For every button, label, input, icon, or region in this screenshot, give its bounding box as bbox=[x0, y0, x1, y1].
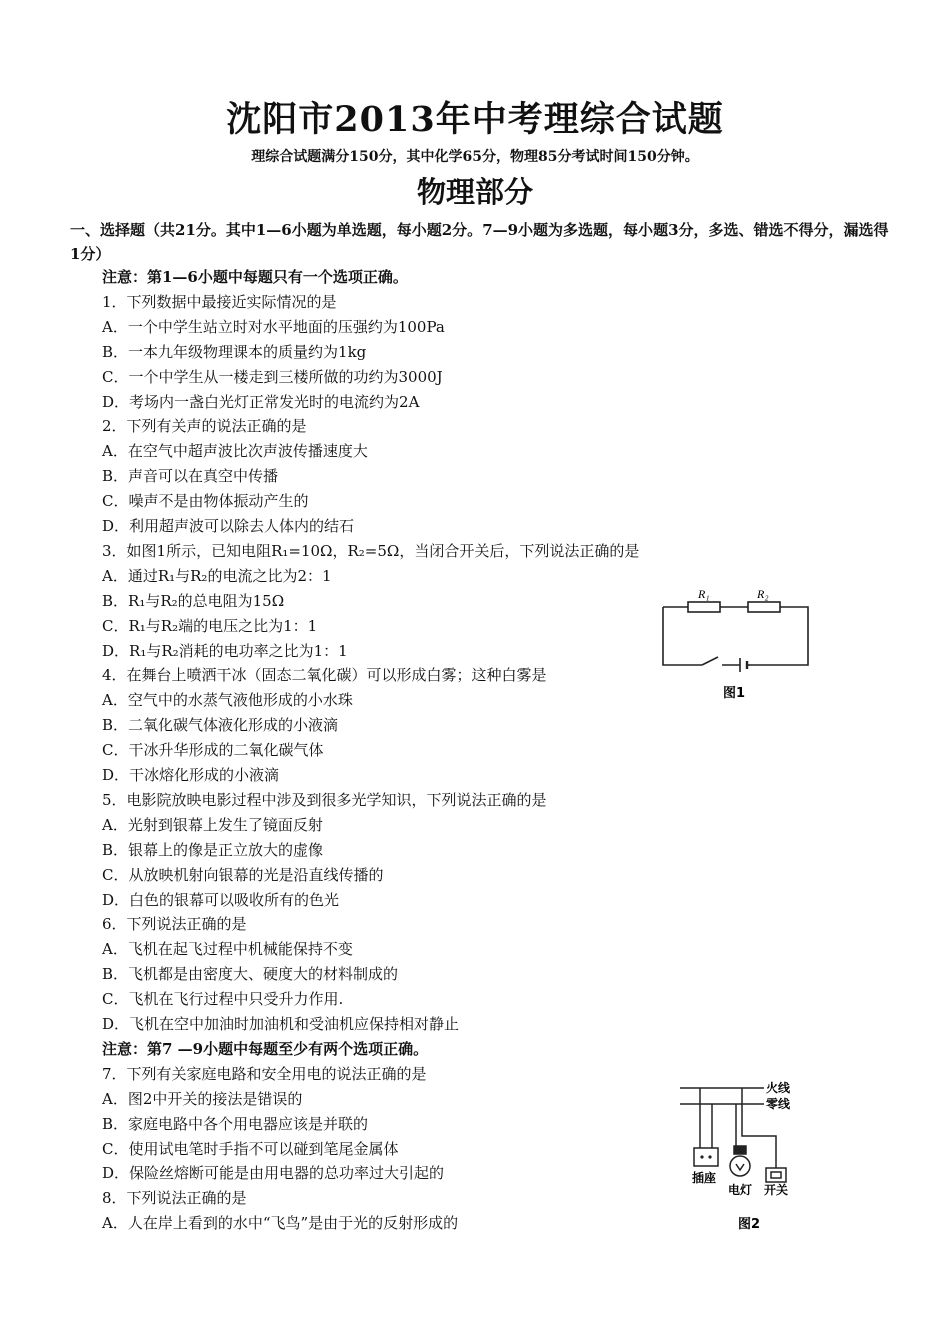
question-line: A．飞机在起飞过程中机械能保持不变 bbox=[102, 940, 353, 959]
question-line: 3．如图1所示，已知电阻R₁=10Ω，R₂=5Ω，当闭合开关后，下列说法正确的是 bbox=[102, 541, 640, 560]
figure-2-caption: 图2 bbox=[738, 1217, 761, 1232]
question-line: D．R₁与R₂消耗的电功率之比为1：1 bbox=[102, 641, 348, 660]
question-line: D．保险丝熔断可能是由用电器的总功率过大引起的 bbox=[102, 1164, 445, 1183]
instruction-note: 注意：第7 —9小题中每题至少有两个选项正确。 bbox=[102, 1039, 429, 1058]
question-line: C．从放映机射向银幕的光是沿直线传播的 bbox=[102, 865, 384, 884]
r1-label: R₁ bbox=[698, 587, 710, 601]
question-line: B．飞机都是由密度大、硬度大的材料制成的 bbox=[102, 965, 399, 984]
question-line: A．在空气中超声波比次声波传播速度大 bbox=[102, 442, 368, 461]
question-line: D．利用超声波可以除去人体内的结石 bbox=[102, 517, 355, 535]
question-line: C．干冰升华形成的二氧化碳气体 bbox=[102, 741, 324, 760]
question-line: 2．下列有关声的说法正确的是 bbox=[102, 417, 307, 436]
question-line: B．银幕上的像是正立放大的虚像 bbox=[102, 840, 324, 859]
switch-label: 开关 bbox=[764, 1183, 789, 1197]
question-line: C．噪声不是由物体振动产生的 bbox=[102, 492, 309, 511]
neutral-wire-label: 零线 bbox=[766, 1097, 791, 1111]
exam-info: 理综合试题满分150分，其中化学65分，物理85分考试时间150分钟。 bbox=[251, 149, 699, 165]
page-title: 沈阳市2013年中考理综合试题 bbox=[226, 99, 724, 140]
question-line: 6．下列说法正确的是 bbox=[102, 915, 247, 934]
question-line: A．光射到银幕上发生了镜面反射 bbox=[102, 815, 323, 834]
question-line: C．飞机在飞行过程中只受升力作用. bbox=[102, 990, 344, 1009]
question-line: 4．在舞台上喷洒干冰（固态二氧化碳）可以形成白雾；这种白雾是 bbox=[102, 666, 547, 685]
question-line: A．空气中的水蒸气液他形成的小水珠 bbox=[102, 691, 353, 710]
question-line: D．干冰熔化形成的小液滴 bbox=[102, 766, 280, 784]
instruction-note: 注意：第1—6小题中每题只有一个选项正确。 bbox=[102, 268, 408, 286]
figure-1-caption: 图1 bbox=[723, 686, 746, 701]
figure-1-circuit bbox=[660, 585, 810, 705]
question-line: B．二氧化碳气体液化形成的小液滴 bbox=[102, 716, 339, 735]
live-wire-label: 火线 bbox=[766, 1081, 791, 1095]
question-line: 8．下列说法正确的是 bbox=[102, 1189, 247, 1208]
question-line: A．人在岸上看到的水中“飞鸟”是由于光的反射形成的 bbox=[102, 1214, 459, 1233]
question-line: B．家庭电路中各个用电器应该是并联的 bbox=[102, 1114, 369, 1133]
question-line: D．白色的银幕可以吸收所有的色光 bbox=[102, 890, 340, 909]
section-instructions: 一、选择题（共21分。其中1—6小题为单选题，每小题2分。7—9小题为多选题，每小题3分，多选、错选不得分，漏选得1分） bbox=[70, 221, 889, 263]
question-line: D．飞机在空中加油时加油机和受油机应保持相对静止 bbox=[102, 1015, 460, 1033]
question-line: B．一本九年级物理课本的质量约为1kg bbox=[102, 342, 367, 361]
question-line: A．图2中开关的接法是错误的 bbox=[102, 1089, 303, 1108]
section-title: 物理部分 bbox=[416, 175, 533, 209]
lamp-label: 电灯 bbox=[728, 1183, 753, 1197]
question-line: A．一个中学生站立时对水平地面的压强约为100Pa bbox=[102, 317, 445, 336]
r2-label: R₂ bbox=[757, 587, 769, 601]
question-line: C．R₁与R₂端的电压之比为1：1 bbox=[102, 616, 318, 635]
question-line: A．通过R₁与R₂的电流之比为2：1 bbox=[102, 566, 332, 585]
question-line: B．声音可以在真空中传播 bbox=[102, 467, 279, 486]
figure-2-household-circuit bbox=[678, 1078, 818, 1238]
question-line: 5．电影院放映电影过程中涉及到很多光学知识，下列说法正确的是 bbox=[102, 790, 547, 809]
question-line: C．使用试电笔时手指不可以碰到笔尾金属体 bbox=[102, 1139, 399, 1158]
question-line: C．一个中学生从一楼走到三楼所做的功约为3000J bbox=[102, 367, 443, 386]
question-line: D．考场内一盏白光灯正常发光时的电流约为2A bbox=[102, 392, 420, 411]
question-line: 7．下列有关家庭电路和安全用电的说法正确的是 bbox=[102, 1064, 427, 1083]
question-line: 1．下列数据中最接近实际情况的是 bbox=[102, 292, 337, 311]
socket-label: 插座 bbox=[692, 1171, 717, 1185]
question-line: B．R₁与R₂的总电阻为15Ω bbox=[102, 591, 285, 610]
